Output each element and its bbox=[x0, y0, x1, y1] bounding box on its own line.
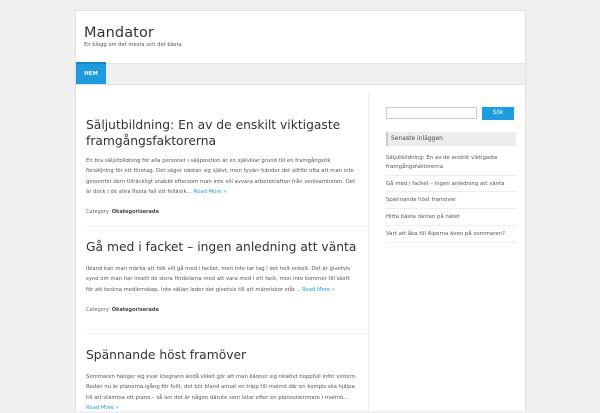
recent-post-link[interactable]: Spännande höst framöver bbox=[386, 195, 516, 209]
post-article bbox=[86, 117, 358, 215]
recent-posts-list bbox=[386, 153, 516, 246]
search-button[interactable]: Sök bbox=[482, 107, 514, 120]
post-divider bbox=[86, 226, 368, 227]
search-input[interactable] bbox=[386, 107, 477, 119]
recent-posts-heading: Senaste inläggen bbox=[386, 132, 516, 146]
recent-post-link[interactable]: Vart att åka till Alperna även på sommaren? bbox=[386, 229, 516, 243]
post-category bbox=[86, 307, 358, 313]
site-description: En blogg om det mesta och det bästa bbox=[84, 42, 182, 48]
post-title[interactable]: Gå med i facket – ingen anledning att vänta bbox=[86, 240, 357, 254]
post-article bbox=[86, 239, 358, 313]
recent-post-link[interactable]: Gå med i facket – ingen anledning att vänta bbox=[386, 179, 516, 193]
recent-post-link[interactable]: Säljutbildning: En av de enskilt viktigaste framgångsfaktorerna bbox=[386, 153, 516, 176]
post-article bbox=[86, 347, 358, 413]
category-label: Category: bbox=[86, 209, 111, 216]
post-excerpt bbox=[86, 372, 358, 413]
post-excerpt bbox=[86, 156, 358, 197]
category-link[interactable]: Okategoriserade bbox=[111, 306, 159, 313]
post-excerpt-text: Sommaren hänger sig kvar i(tegrann ändå vilket gör att man känner sig relativt hoppfull inför vintern. Redan nu är planerna igång för fullt, det blir bland annat en tripp till malmö där en kompis ska hjälpa till att stämma ett piano – så om det är någon däruté som letar efter en pianostämmare i malmö… bbox=[86, 374, 357, 401]
read-more-link[interactable]: Read More » bbox=[193, 188, 227, 195]
site-title[interactable]: Mandator bbox=[84, 25, 154, 41]
category-link[interactable]: Okategoriserade bbox=[111, 209, 159, 216]
main-content bbox=[76, 93, 369, 413]
post-divider bbox=[86, 333, 368, 334]
post-excerpt bbox=[86, 264, 358, 295]
nav-item-home[interactable]: HEM bbox=[76, 64, 106, 84]
recent-post-link[interactable]: Hitta bästa räntan på nätet bbox=[386, 212, 516, 226]
post-title[interactable]: Spännande höst framöver bbox=[86, 348, 247, 362]
post-excerpt-text: Ibland kan man märka att folk vill gå med i facket, men inte tar tag i det helt enkelt. Det är givetvis synd om man har insett de stora fördelarna med att vara med i ett fack, men inte kommer till skott för att teckna medlemskap. Inte sällan leder det givetvis till att människor står… bbox=[86, 266, 351, 293]
page-container bbox=[75, 10, 526, 411]
post-category bbox=[86, 209, 358, 215]
read-more-link[interactable]: Read More » bbox=[302, 286, 336, 293]
post-title[interactable]: Säljutbildning: En av de enskilt viktigaste framgångsfaktorerna bbox=[86, 118, 341, 148]
main-navigation bbox=[76, 63, 525, 85]
post-excerpt-text: En bra säljutbildning för alla personer i säljposition är en självklar grund till en framgångsrik försäljning för ett företag. Det säger nästan sig självt, men tyvärr händer det alltför ofta att man inte genomför dem tillräckligt snabbt eftersom man inte vill avvara arbetskraften från verksamheten. Det är dock i de allra flesta fall ett felläník… bbox=[86, 158, 356, 195]
read-more-link[interactable]: Read More » bbox=[86, 404, 120, 411]
category-label: Category: bbox=[86, 306, 111, 313]
